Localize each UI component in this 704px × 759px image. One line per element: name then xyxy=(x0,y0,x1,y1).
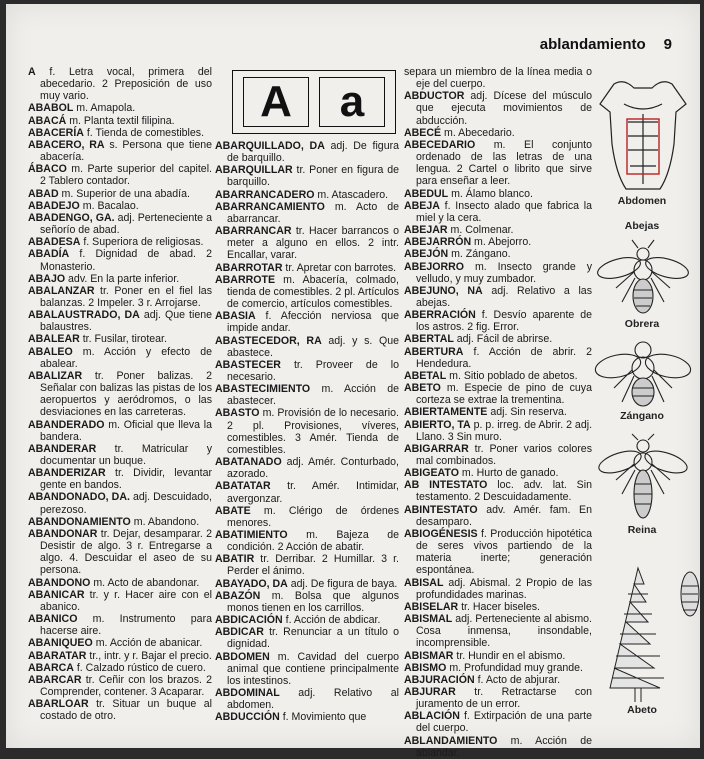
entry-definition: f. Movimiento que xyxy=(279,711,367,724)
entry-headword: ABASIA xyxy=(215,310,256,323)
entry-headword: ABEJA xyxy=(404,199,440,212)
guide-word: ablandamiento xyxy=(539,36,646,53)
dictionary-entry xyxy=(215,274,399,310)
dictionary-entry xyxy=(215,164,399,188)
entry-headword: ABLACIÓN xyxy=(404,710,460,723)
dictionary-entry xyxy=(215,626,399,650)
dictionary-entry xyxy=(215,505,399,529)
entry-definition: m. Especie de pino de cuya corteza se extrae la trementina. xyxy=(416,382,592,407)
entry-headword: ABARCA xyxy=(28,661,74,674)
entry-headword: ABANDERADO xyxy=(28,418,105,431)
entry-headword: ABANICAR xyxy=(28,588,85,601)
entry-headword: ABATE xyxy=(215,504,251,517)
dictionary-entry xyxy=(404,236,592,248)
dictionary-entry xyxy=(28,139,212,163)
dictionary-entry xyxy=(215,310,399,334)
entry-definition: m. Superior de una abadía. xyxy=(58,187,190,200)
entry-definition: tr. Poner balizas. 2 Señalar con balizas las pistas de los aeropuertos y aeródromos, o las desviaciones en las carreteras. xyxy=(40,369,212,419)
entry-headword: ABIGEATO xyxy=(404,467,459,480)
entry-definition: m. Planta textil filipina. xyxy=(66,114,175,127)
entry-headword: ABANICO xyxy=(28,613,78,626)
entry-headword: ABDOMEN xyxy=(215,650,270,663)
entry-headword: ABAD xyxy=(28,187,59,200)
dictionary-entry xyxy=(404,735,592,759)
entry-definition: f. Letra vocal, primera del abecedario. 2 Preposición de uso muy vario. xyxy=(35,66,212,103)
dictionary-entry xyxy=(215,335,399,359)
entry-headword: ABISMAR xyxy=(404,649,454,662)
entry-definition: adj. Que tiene balaustres. xyxy=(40,309,213,334)
dictionary-entry xyxy=(28,577,212,589)
entry-headword: ABALANZAR xyxy=(28,284,95,297)
caption-abeto: Abeto xyxy=(627,704,657,716)
entry-headword: ABLANDAMIENTO xyxy=(404,734,498,747)
uppercase-letter: A xyxy=(243,77,309,127)
dictionary-entry xyxy=(215,456,399,480)
entry-headword: A xyxy=(28,66,36,78)
dictionary-entry xyxy=(28,698,212,722)
entry-headword: ABEJUNO, NA xyxy=(404,284,483,297)
dictionary-entry xyxy=(404,127,592,139)
entry-definition: m. Abejorro. xyxy=(471,236,532,249)
entry-headword: ABETO xyxy=(404,382,441,395)
dictionary-entry xyxy=(404,650,592,662)
entry-definition: adj. y s. Que abastece. xyxy=(227,334,399,359)
entry-definition: tr. Fusilar, tirotear. xyxy=(79,333,167,346)
dictionary-entry xyxy=(215,614,399,626)
dictionary-entry xyxy=(28,589,212,613)
entry-definition: f. Calzado rústico de cuero. xyxy=(73,661,206,674)
entry-definition: adj. De figura de baya. xyxy=(287,577,398,590)
entry-definition: f. Dignidad de abad. 2 Monasterio. xyxy=(40,248,212,273)
dictionary-entry xyxy=(28,212,212,236)
entry-headword: ABALAUSTRADO, DA xyxy=(28,309,140,322)
entry-definition: adj. Dícese del músculo que ejecuta movimientos de abducción. xyxy=(416,90,592,127)
dictionary-entry xyxy=(215,407,399,456)
entry-definition: adj. Perteneciente al abismo. Cosa inmensa, insondable, incomprensible. xyxy=(416,613,592,650)
entry-headword: ABDICAR xyxy=(215,626,264,639)
entry-headword: ABISAL xyxy=(404,576,444,589)
dictionary-entry xyxy=(404,261,592,285)
entry-definition: f. Producción hipotética de seres vivos partiendo de la materia inerte; generación espontánea. xyxy=(416,527,592,577)
entry-headword: ABASTECEDOR, RA xyxy=(215,334,322,347)
entry-definition: m. Insecto grande y velludo, y muy zumbador. xyxy=(416,260,592,285)
dictionary-entry xyxy=(404,577,592,601)
dictionary-entry xyxy=(28,346,212,370)
dictionary-entry xyxy=(28,200,212,212)
entry-definition: tr. Poner en figura de barquillo. xyxy=(227,164,399,189)
entry-definition: adj. Amér. Conturbado, azorado. xyxy=(227,456,399,481)
dictionary-page xyxy=(6,4,700,759)
dictionary-entry xyxy=(215,711,399,723)
entry-definition: adj. Descuidado, perezoso. xyxy=(40,491,212,516)
entry-headword: ABARROTE xyxy=(215,273,276,286)
dictionary-entry xyxy=(404,613,592,649)
entry-headword: ABDUCTOR xyxy=(404,90,465,103)
dictionary-entry xyxy=(404,710,592,734)
dictionary-entry xyxy=(28,516,212,528)
entry-definition: f. Superiora de religiosas. xyxy=(80,236,204,249)
entry-definition: f. Tienda de comestibles. xyxy=(83,126,205,139)
fir-tree-icon xyxy=(598,564,704,704)
entry-definition: m. Provisión de lo necesario. 2 pl. Provisiones, víveres, comestibles. 3 Amér. Tienda de comestibles. xyxy=(227,407,399,456)
entry-definition: adj. Relativo a las abejas. xyxy=(416,284,592,309)
dictionary-entry xyxy=(404,309,592,333)
entry-headword: ABIGARRAR xyxy=(404,442,469,455)
dictionary-entry xyxy=(404,479,592,503)
dictionary-entry xyxy=(404,66,592,90)
entry-definition: m. Clérigo de órdenes menores. xyxy=(227,504,399,529)
entry-headword: ABACERO, RA xyxy=(28,138,105,151)
dictionary-entry xyxy=(404,674,592,686)
entry-definition: tr. Hundir en el abismo. xyxy=(453,649,566,662)
entry-headword: ABEJAR xyxy=(404,224,448,237)
dictionary-entry xyxy=(404,200,592,224)
dictionary-entry xyxy=(404,188,592,200)
entry-definition: f. Afección nerviosa que impide andar. xyxy=(227,310,399,335)
entry-headword: ABISELAR xyxy=(404,600,459,613)
entry-definition: f. Extirpación de una parte del cuerpo. xyxy=(416,710,592,735)
entry-headword: ABASTECIMIENTO xyxy=(215,383,311,396)
dictionary-entry xyxy=(404,419,592,443)
page-number: 9 xyxy=(663,36,672,53)
entry-headword: ABABOL xyxy=(28,102,74,115)
entry-definition: f. Insecto alado que fabrica la miel y la cera. xyxy=(416,199,592,224)
entry-headword: ABADESA xyxy=(28,236,81,249)
entry-definition: m. Bajeza de condición. 2 Acción de abatir. xyxy=(227,529,399,554)
entry-headword: ABERRACIÓN xyxy=(404,309,476,322)
dictionary-entry xyxy=(28,467,212,491)
caption-abejas: Abejas xyxy=(624,220,660,232)
entry-headword: ABARQUILLADO, DA xyxy=(215,140,325,152)
entry-headword: ABAYADO, DA xyxy=(215,577,288,590)
entry-headword: ABARRANCADERO xyxy=(215,188,315,201)
entry-headword: ABERTAL xyxy=(404,333,454,346)
dictionary-entry xyxy=(404,662,592,674)
entry-headword: ABISMAL xyxy=(404,613,453,626)
caption-abdomen: Abdomen xyxy=(617,195,667,207)
dictionary-entry xyxy=(28,273,212,285)
entry-definition: adj. Relativo al abdomen. xyxy=(227,687,399,712)
dictionary-entry xyxy=(28,102,212,114)
dictionary-entry xyxy=(28,419,212,443)
dictionary-entry xyxy=(28,370,212,419)
dictionary-entry xyxy=(28,236,212,248)
entry-definition: p. p. irreg. de Abrir. 2 adj. Llano. 3 Sin muro. xyxy=(416,418,593,443)
entry-definition: separa un miembro de la línea media o eje del cuerpo. xyxy=(404,66,592,91)
entry-definition: m. Sitio poblado de abetos. xyxy=(446,369,578,382)
entry-definition: loc. adv. lat. Sin testamento. 2 Descuidadamente. xyxy=(416,479,592,504)
running-head xyxy=(540,36,672,53)
entry-headword: ABECÉ xyxy=(404,126,442,139)
dictionary-entry xyxy=(404,139,592,188)
entry-headword: ÁBACO xyxy=(28,163,67,176)
entry-definition: m. Atascadero. xyxy=(314,188,389,201)
entry-headword: ABALIZAR xyxy=(28,369,83,382)
dictionary-entry xyxy=(28,127,212,139)
entry-definition: tr. Proveer de lo necesario. xyxy=(227,358,399,383)
entry-definition: tr. Poner varios colores mal combinados. xyxy=(416,442,592,467)
entry-definition: adv. En la parte inferior. xyxy=(65,272,180,285)
entry-headword: ABIOGÉNESIS xyxy=(404,527,478,540)
entry-headword: ABDICACIÓN xyxy=(215,614,283,627)
column-3 xyxy=(404,66,592,759)
column-2 xyxy=(215,140,399,724)
dictionary-entry xyxy=(215,225,399,261)
dictionary-entry xyxy=(215,262,399,274)
entry-headword: ABANDONADO, DA. xyxy=(28,491,130,504)
entry-headword: ABIERTO, TA xyxy=(404,418,471,431)
entry-definition: tr. Derribar. 2 Humillar. 3 r. Perder el ánimo. xyxy=(227,553,399,578)
entry-definition: m. Amapola. xyxy=(73,102,136,115)
dictionary-entry xyxy=(215,687,399,711)
entry-headword: ABANDERAR xyxy=(28,442,97,455)
dictionary-entry xyxy=(28,528,212,577)
dictionary-entry xyxy=(28,613,212,637)
entry-headword: ABANIQUEO xyxy=(28,637,93,650)
entry-headword: ABDOMINAL xyxy=(215,687,280,700)
entry-headword: ABETAL xyxy=(404,369,447,382)
entry-definition: m. Álamo blanco. xyxy=(448,187,533,200)
entry-headword: AB INTESTATO xyxy=(404,479,488,492)
dictionary-entry xyxy=(28,650,212,662)
worker-bee-icon xyxy=(594,240,692,318)
entry-headword: ABADÍA xyxy=(28,248,70,261)
entry-headword: ABECEDARIO xyxy=(404,138,476,151)
entry-headword: ABARRANCAMIENTO xyxy=(215,200,325,213)
entry-definition: tr. Situar un buque al costado de otro. xyxy=(40,698,212,723)
entry-headword: ABARATAR xyxy=(28,649,87,662)
entry-definition: m. Acción de ablandar. xyxy=(416,734,592,759)
dictionary-entry xyxy=(404,528,592,577)
drone-bee-icon xyxy=(594,336,692,412)
entry-definition: m. Instrumento para hacerse aire. xyxy=(40,613,212,638)
entry-definition: m. Acción y efecto de abalear. xyxy=(40,345,212,370)
dictionary-entry xyxy=(215,590,399,614)
entry-definition: adj. Sin reserva. xyxy=(487,406,567,419)
dictionary-entry xyxy=(404,333,592,345)
letter-section-box xyxy=(232,70,396,134)
entry-headword: ABATIR xyxy=(215,553,255,566)
entry-definition: m. Hurto de ganado. xyxy=(458,467,559,480)
entry-definition: tr. Dejar, desamparar. 2 Desistir de algo. 3 r. Entregarse a algo. 4. Descuidar el aseo de su persona. xyxy=(40,527,212,577)
entry-headword: ABISMO xyxy=(404,661,447,674)
dictionary-entry xyxy=(215,529,399,553)
entry-headword: ABAZÓN xyxy=(215,589,261,602)
entry-headword: ABATANADO xyxy=(215,456,282,469)
entry-definition: m. Abacería, colmado, tienda de comestibles. 2 pl. Artículos de comercio, artículos comestibles. xyxy=(227,273,399,311)
entry-definition: m. Colmenar. xyxy=(447,224,514,237)
dictionary-entry xyxy=(28,662,212,674)
dictionary-entry xyxy=(404,90,592,126)
entry-definition: adj. De figura de barquillo. xyxy=(227,140,399,165)
entry-definition: tr. Hacer biseles. xyxy=(458,600,540,613)
column-1 xyxy=(28,66,212,722)
entry-headword: ABEJORRO xyxy=(404,260,465,273)
entry-definition: f. Desvío aparente de los astros. 2 fig. Error. xyxy=(416,309,592,334)
entry-definition: tr. Retractarse con juramento de un error. xyxy=(416,685,592,711)
caption-obrera: Obrera xyxy=(624,318,660,330)
dictionary-entry xyxy=(28,309,212,333)
dictionary-entry xyxy=(28,491,212,515)
dictionary-entry xyxy=(28,637,212,649)
entry-definition: tr. Dividir, levantar gente en bandos. xyxy=(40,467,212,492)
entry-definition: tr. Apretar con barrotes. xyxy=(282,261,397,274)
entry-headword: ABADEJO xyxy=(28,199,80,212)
entry-headword: ABARROTAR xyxy=(215,261,283,274)
dictionary-entry xyxy=(28,163,212,187)
entry-definition: tr. y r. Hacer aire con el abanico. xyxy=(40,588,212,613)
entry-definition: f. Acto de abjurar. xyxy=(474,673,561,686)
entry-definition: adj. Fácil de abrirse. xyxy=(453,333,553,346)
entry-definition: m. Acción de abastecer. xyxy=(227,383,399,408)
dictionary-entry xyxy=(28,115,212,127)
entry-headword: ABACÁ xyxy=(28,114,67,127)
entry-headword: ABASTO xyxy=(215,407,260,420)
entry-headword: ABATIMIENTO xyxy=(215,529,288,541)
dictionary-entry xyxy=(215,189,399,201)
entry-headword: ABARCAR xyxy=(28,673,82,686)
dictionary-entry xyxy=(404,285,592,309)
entry-headword: ABDUCCIÓN xyxy=(215,711,280,724)
dictionary-entry xyxy=(28,443,212,467)
dictionary-entry xyxy=(28,674,212,698)
dictionary-entry xyxy=(215,383,399,407)
dictionary-entry xyxy=(215,651,399,687)
entry-definition: f. Acción de abrir. 2 Hendedura. xyxy=(416,345,592,370)
entry-headword: ABINTESTATO xyxy=(404,503,478,516)
entry-headword: ABALEO xyxy=(28,345,73,358)
entry-definition: m. El conjunto ordenado de las letras de una lengua. 2 Cartel o librito que sirve para enseñar a leer. xyxy=(416,138,592,188)
entry-headword: ABARQUILLAR xyxy=(215,164,293,177)
dictionary-entry xyxy=(404,370,592,382)
entry-definition: tr. Hacer barrancos o meter a alguno en ellos. 2 intr. Encallar, varar. xyxy=(227,225,399,262)
entry-definition: tr. Renunciar a un título o dignidad. xyxy=(227,626,399,651)
entry-headword: ABANDONAR xyxy=(28,527,98,540)
entry-headword: ABERTURA xyxy=(404,345,464,358)
entry-definition: m. Bacalao. xyxy=(79,199,139,212)
dictionary-entry xyxy=(404,382,592,406)
dictionary-entry xyxy=(215,359,399,383)
entry-definition: m. Profundidad muy grande. xyxy=(446,661,583,674)
entry-definition: f. Acción de abdicar. xyxy=(282,614,381,627)
dictionary-entry xyxy=(28,66,212,102)
torso-illustration-icon xyxy=(594,74,692,194)
dictionary-entry xyxy=(28,285,212,309)
dictionary-entry xyxy=(404,443,592,467)
entry-headword: ABAJO xyxy=(28,272,66,285)
entry-headword: ABANDONAMIENTO xyxy=(28,515,131,528)
entry-definition: m. Abecedario. xyxy=(441,126,515,139)
entry-definition: m. Zángano. xyxy=(448,248,511,261)
entry-headword: ABANDONO xyxy=(28,576,91,589)
entry-definition: tr. Poner en el fiel las balanzas. 2 Impeler. 3 r. Arrojarse. xyxy=(40,284,212,309)
dictionary-entry xyxy=(215,578,399,590)
entry-headword: ABJURAR xyxy=(404,685,456,698)
entry-headword: ABEJARRÓN xyxy=(404,236,472,249)
entry-definition: m. Acto de abandonar. xyxy=(90,576,200,589)
entry-definition: m. Acción de abanicar. xyxy=(92,637,203,650)
entry-headword: ABJURACIÓN xyxy=(404,673,475,686)
caption-reina: Reina xyxy=(627,524,657,536)
dictionary-entry xyxy=(404,406,592,418)
entry-headword: ABIERTAMENTE xyxy=(404,406,488,419)
dictionary-entry xyxy=(404,601,592,613)
entry-headword: ABARRANCAR xyxy=(215,225,292,238)
dictionary-entry xyxy=(215,553,399,577)
entry-definition: tr. Matricular y documentar un buque. xyxy=(40,442,212,467)
entry-definition: m. Oficial que lleva la bandera. xyxy=(40,418,212,443)
entry-definition: tr. Ceñir con los brazos. 2 Comprender, contener. 3 Acaparar. xyxy=(40,673,212,698)
dictionary-entry xyxy=(215,201,399,225)
dictionary-entry xyxy=(404,686,592,710)
entry-definition: m. Cavidad del cuerpo animal que contiene principalmente los intestinos. xyxy=(227,650,399,687)
dictionary-entry xyxy=(404,248,592,260)
entry-headword: ABEDUL xyxy=(404,187,449,200)
dictionary-entry xyxy=(28,188,212,200)
entry-definition: m. Bolsa que algunos monos tienen en los carrillos. xyxy=(227,589,399,614)
dictionary-entry xyxy=(28,248,212,272)
entry-definition: adj. Abismal. 2 Propio de las profundidades marinas. xyxy=(416,576,592,601)
dictionary-entry xyxy=(215,480,399,504)
dictionary-entry xyxy=(215,140,399,164)
dictionary-entry xyxy=(404,224,592,236)
entry-definition: m. Abandono. xyxy=(130,515,200,528)
dictionary-entry xyxy=(28,333,212,345)
entry-definition: adj. Perteneciente a señorío de abad. xyxy=(40,211,212,237)
lowercase-letter: a xyxy=(319,77,385,127)
entry-definition: m. Parte superior del capitel. 2 Tablero contador. xyxy=(40,163,212,188)
entry-headword: ABEJÓN xyxy=(404,248,449,261)
entry-definition: adv. Amér. fam. En desamparo. xyxy=(416,503,592,528)
entry-headword: ABARLOAR xyxy=(28,698,89,711)
entry-headword: ABALEAR xyxy=(28,333,80,346)
entry-headword: ABASTECER xyxy=(215,358,281,371)
dictionary-entry xyxy=(404,467,592,479)
entry-headword: ABANDERIZAR xyxy=(28,467,106,480)
queen-bee-icon xyxy=(594,434,692,524)
dictionary-entry xyxy=(404,504,592,528)
entry-definition: tr. Amér. Intimidar, avergonzar. xyxy=(227,480,399,505)
caption-zangano: Zángano xyxy=(620,410,664,422)
entry-definition: tr., intr. y r. Bajar el precio. xyxy=(86,649,212,662)
entry-headword: ABATATAR xyxy=(215,480,271,493)
entry-headword: ABACERÍA xyxy=(28,126,84,139)
entry-definition: s. Persona que tiene abacería. xyxy=(40,138,212,164)
entry-definition: m. Acto de abarrancar. xyxy=(227,200,399,225)
dictionary-entry xyxy=(404,346,592,370)
entry-headword: ABADENGO, GA. xyxy=(28,211,115,224)
